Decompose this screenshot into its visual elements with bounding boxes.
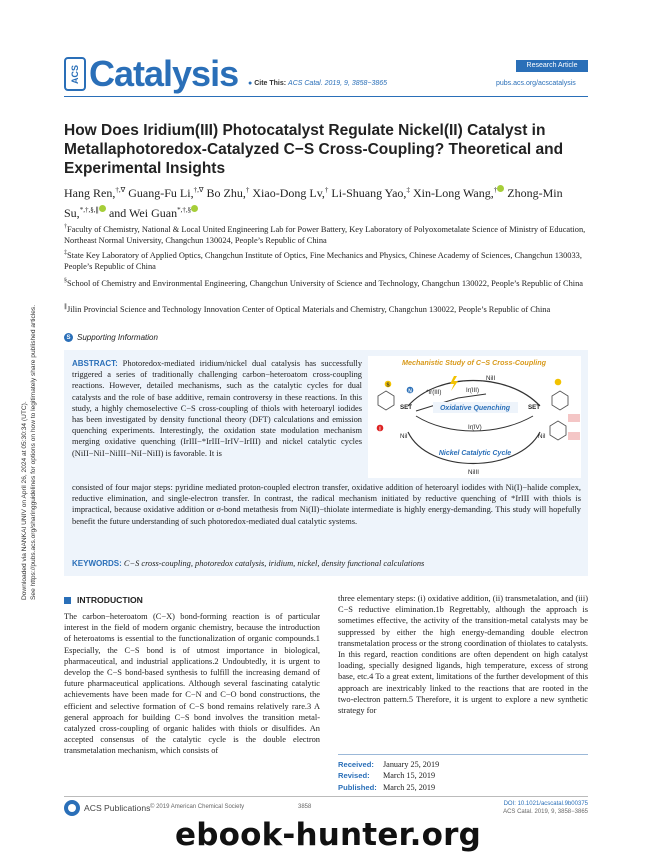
- download-side-note: [6, 250, 37, 610]
- abstract-text: ABSTRACT: Photoredox-mediated iridium/nickel dual catalysis has successfully triggered a series of traditionally challenging carbon−heteroatom cross-coupling reactions. However, detailed mechanisms, such as the catalytic cycles for dual catalysts and the role of base additive, remain controversy in these reactions. In this study, a highly chemoselective C−S cross-coupling of thiols with heteroaryl iodides has been investigated by density functional theory (DFT) calculations and emission quenching experiments. Interestingly, the oxidation state modulation mechanism merging oxidative quenching (IrIII−*IrIII−IrIV−IrIII) and nickel catalytic cycles (NiII−NiI−NiIII−NiI−NiII) is favorable. It is: [72, 359, 363, 458]
- footer-page-number: 3858: [298, 804, 312, 810]
- supporting-info-icon: S: [64, 333, 73, 342]
- cite-reference[interactable]: ACS Catal. 2019, 9, 3858−3865: [288, 80, 388, 87]
- acs-publications-icon: [64, 800, 80, 816]
- article-title: How Does Iridium(III) Photocatalyst Regulate Nickel(II) Catalyst in Metallaphotoredox-Catalyzed C−S Cross-Coupling? Theoretical and Experimental Insights: [64, 122, 564, 177]
- toc-set-right: SET: [528, 404, 541, 411]
- orcid-icon[interactable]: [191, 205, 198, 212]
- footer-journal-ref: ACS Catal. 2019, 9, 3858−3865: [503, 809, 588, 815]
- keywords: [72, 558, 581, 569]
- author[interactable]: Li-Shuang Yao,‡: [331, 186, 410, 200]
- acs-publications-logo[interactable]: ACS Publications: [64, 800, 150, 816]
- affiliation: †Faculty of Chemistry, National & Local United Engineering Lab for Power Battery, Key Laboratory of Polyoxometalate Science of Ministry of Education, Northeast Normal University, Changchun 130024, People’s Republic of China: [64, 224, 586, 246]
- affiliation: §School of Chemistry and Environmental Engineering, Changchun University of Science and Technology, Changchun 130022, People’s Republic of China: [64, 278, 584, 288]
- author[interactable]: and Wei Guan*,†,§: [109, 206, 198, 220]
- supporting-info-label: Supporting Information: [77, 333, 158, 342]
- header-divider: [64, 96, 588, 97]
- author[interactable]: Bo Zhu,†: [206, 186, 250, 200]
- author[interactable]: Xiao-Dong Lv,†: [252, 186, 329, 200]
- toc-decor-block: [568, 432, 580, 440]
- cite-label: Cite This:: [254, 80, 287, 87]
- toc-ni-top: NiII: [486, 375, 496, 382]
- toc-set-left: SET: [400, 404, 413, 411]
- article-type-badge: Research Article: [516, 60, 588, 72]
- toc-iodine-label: I: [379, 426, 381, 433]
- date-row: Revised: March 15, 2019: [338, 771, 436, 781]
- section-heading: INTRODUCTION: [64, 595, 143, 605]
- abstract-text-continued: consisted of four major steps: pyridine mediated proton-coupled electron transfer, oxidative addition of heteroaryl iodides with Ni(I)−halide complex, reductive elimination, and single-electron transfer. In contrast, the radical mechanism initiated by reductive quenching of *IrIII with thiols is impractical, because oxidative addition or σ-bond metathesis from Ni(II)−thiolate intermediate is highly energy-demanding. This study will hopefully benefit the future understanding of such photoredox-mediated dual catalytic systems.: [72, 483, 581, 526]
- author[interactable]: Hang Ren,†,∇: [64, 186, 126, 200]
- date-row: Received: January 25, 2019: [338, 760, 440, 769]
- toc-ir4: Ir(IV): [468, 424, 482, 431]
- toc-graphic[interactable]: [368, 356, 581, 478]
- watermark: ebook-hunter.org: [175, 817, 481, 853]
- orcid-icon[interactable]: [99, 205, 106, 212]
- toc-ir3: Ir(III): [466, 387, 480, 394]
- orcid-icon[interactable]: [497, 185, 504, 192]
- author[interactable]: Guang-Fu Li,†,∇: [128, 186, 204, 200]
- journal-wordmark: Catalysis: [89, 53, 239, 94]
- author[interactable]: Xin-Long Wang,†: [413, 186, 504, 200]
- cite-this[interactable]: [248, 80, 387, 87]
- abstract-label: ABSTRACT:: [72, 359, 118, 368]
- toc-oxidative-quenching: Oxidative Quenching: [439, 405, 511, 412]
- author[interactable]: Zhong-Min Su,*,†,§,∥: [64, 186, 563, 220]
- toc-ni-bottom: NiIII: [468, 469, 480, 476]
- footer-copyright: © 2019 American Chemical Society: [150, 804, 245, 810]
- toc-sulfur-label: S: [386, 382, 390, 389]
- toc-decor-block: [568, 414, 580, 422]
- toc-sulfur-atom-right: [555, 379, 562, 386]
- toc-ni-right: NiI: [538, 433, 546, 440]
- keywords-label: KEYWORDS:: [72, 559, 122, 568]
- doi-link[interactable]: DOI: 10.1021/acscatal.9b00375: [503, 801, 588, 807]
- toc-ir-star: *Ir(III): [426, 389, 442, 396]
- keywords-values: C−S cross-coupling, photoredox catalysis, iridium, nickel, density functional calculations: [123, 559, 425, 568]
- article-dates: [338, 754, 588, 793]
- acs-logo-mark: ACS: [64, 57, 86, 91]
- supporting-information-link[interactable]: [64, 333, 158, 342]
- cite-icon: ●: [248, 80, 253, 87]
- section-square-icon: [64, 597, 71, 604]
- footer-doi: [498, 800, 588, 816]
- side-note-line-2: See https://pubs.acs.org/sharingguidelines for options on how to legitimately share published articles.: [30, 304, 37, 600]
- body-column-right: three elementary steps: (i) oxidative addition, (ii) transmetalation, and (iii) C−S reductive elimination.1b Regrettably, although the approach is sometimes effective, the activity of the transition-metal catalysts may be suppressed by either the high energy-demanding double electron transmetalation process or the strong coordination of thiolates to catalysts. In this regard, reaction conditions are often dependent on high catalyst loading, specially designed ligands, high temperature, excess of strong base, etc.4 To a great extent, limitations of the further development of this approach are inextricably linked to the reactions that are rooted in the two-electron pattern.5 Therefore, it is urgent to explore a new synthetic strategy for: [338, 594, 588, 716]
- toc-heading: Mechanistic Study of C−S Cross-Coupling: [402, 358, 546, 367]
- journal-url[interactable]: pubs.acs.org/acscatalysis: [496, 80, 576, 87]
- journal-logo[interactable]: [64, 55, 238, 93]
- date-row: Published: March 25, 2019: [338, 782, 436, 792]
- toc-nickel-cycle: Nickel Catalytic Cycle: [438, 450, 512, 457]
- toc-ni-left: NiI: [400, 433, 408, 440]
- footer-divider: [64, 796, 588, 797]
- body-column-left: The carbon−heteroatom (C−X) bond-forming reaction is of particular interest in the field of modern organic chemistry, because the introduction of heteroatoms is essential to the functionalization of organic compounds.1 Especially, the C−S bond is of utmost importance in biological, pharmaceutical, and industrial applications.2 Undoubtedly, it is urgent to develop the C−S bond-based synthesis to fulfill the increasing demand of future pharmaceutical applications. Although several fascinating catalytic achievements have been made for C−N and C−O bond constructions, the efficient and selective formation of C−S bond remains relatively rare.3 A general approach for building C−S bond involves the transition metal-catalyzed cross-coupling of organic halides with thiols or disulfides. An accepted consensus of the catalytic cycle is the double electron transmetalation mechanism, which consists of: [64, 612, 320, 756]
- affiliation: ‡State Key Laboratory of Applied Optics, Changchun Institute of Optics, Fine Mechanics and Physics, Chinese Academy of Sciences, Changchun 130033, People’s Republic of China: [64, 250, 582, 272]
- side-note-line-1: Downloaded via NANKAI UNIV on April 26, 2024 at 05:30:34 (UTC).: [21, 401, 28, 600]
- affiliation: ∥Jilin Provincial Science and Technology Innovation Center of Optical Materials and Chemistry, Changchun 130022, People’s Republic of China: [64, 304, 551, 314]
- toc-background: [368, 356, 581, 478]
- toc-nitrogen-label: N: [408, 388, 412, 395]
- author-list: [64, 182, 594, 222]
